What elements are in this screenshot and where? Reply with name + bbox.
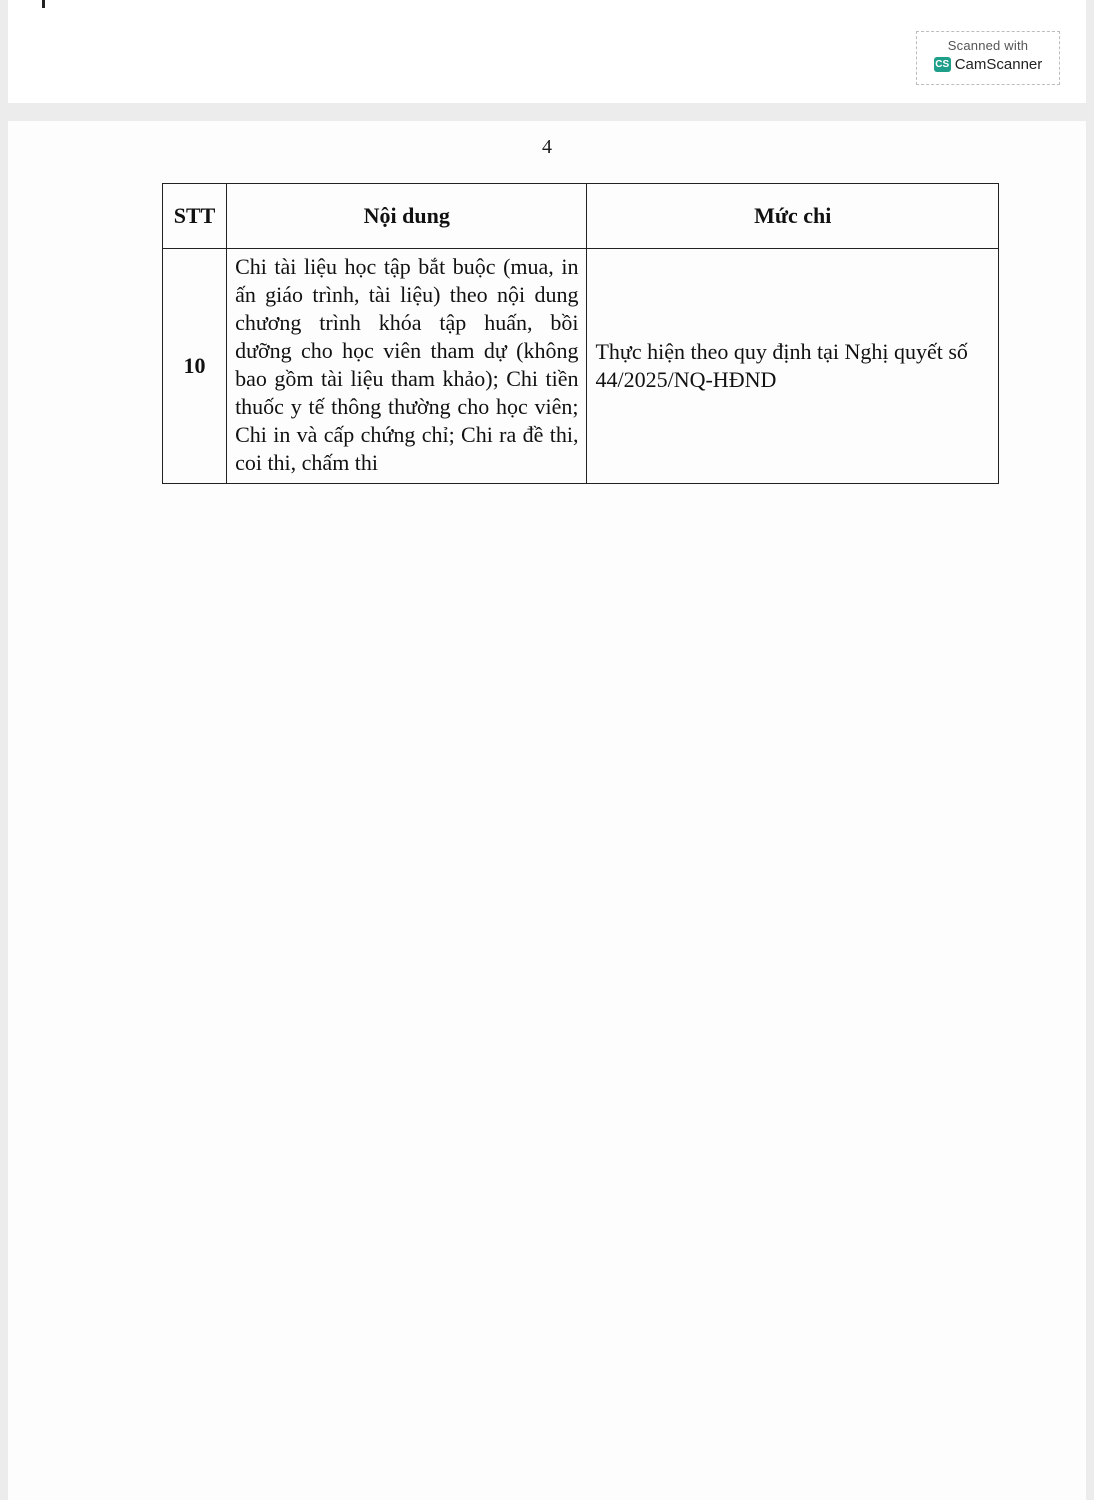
header-content: Nội dung [227,184,587,249]
row-level: Thực hiện theo quy định tại Nghị quyết số 44/2025/NQ-HĐND [587,249,999,484]
expense-table [162,183,999,484]
header-level: Mức chi [587,184,999,249]
header-stt: STT [163,184,227,249]
table-header-row [163,184,999,249]
camscanner-logo-icon: CS [935,59,950,70]
row-content: Chi tài liệu học tập bắt buộc (mua, in ấn giáo trình, tài liệu) theo nội dung chương trình khóa tập huấn, bồi dưỡng cho học viên tham dự (không bao gồm tài liệu tham khảo); Chi tiền thuốc y tế thông thường cho học viên; Chi in và cấp chứng chỉ; Chi ra đề thi, coi thi, chấm thi [227,249,587,484]
watermark-brand [917,56,1059,73]
watermark-scanned-with: Scanned with [947,38,1029,53]
document-page [8,121,1086,1500]
table-row [163,249,999,484]
page-number: 4 [542,136,552,158]
camscanner-watermark [916,31,1060,85]
row-stt: 10 [163,249,227,484]
previous-page-bottom [8,0,1086,103]
watermark-brand-name: CamScanner [954,56,1043,73]
crop-mark [42,0,45,8]
